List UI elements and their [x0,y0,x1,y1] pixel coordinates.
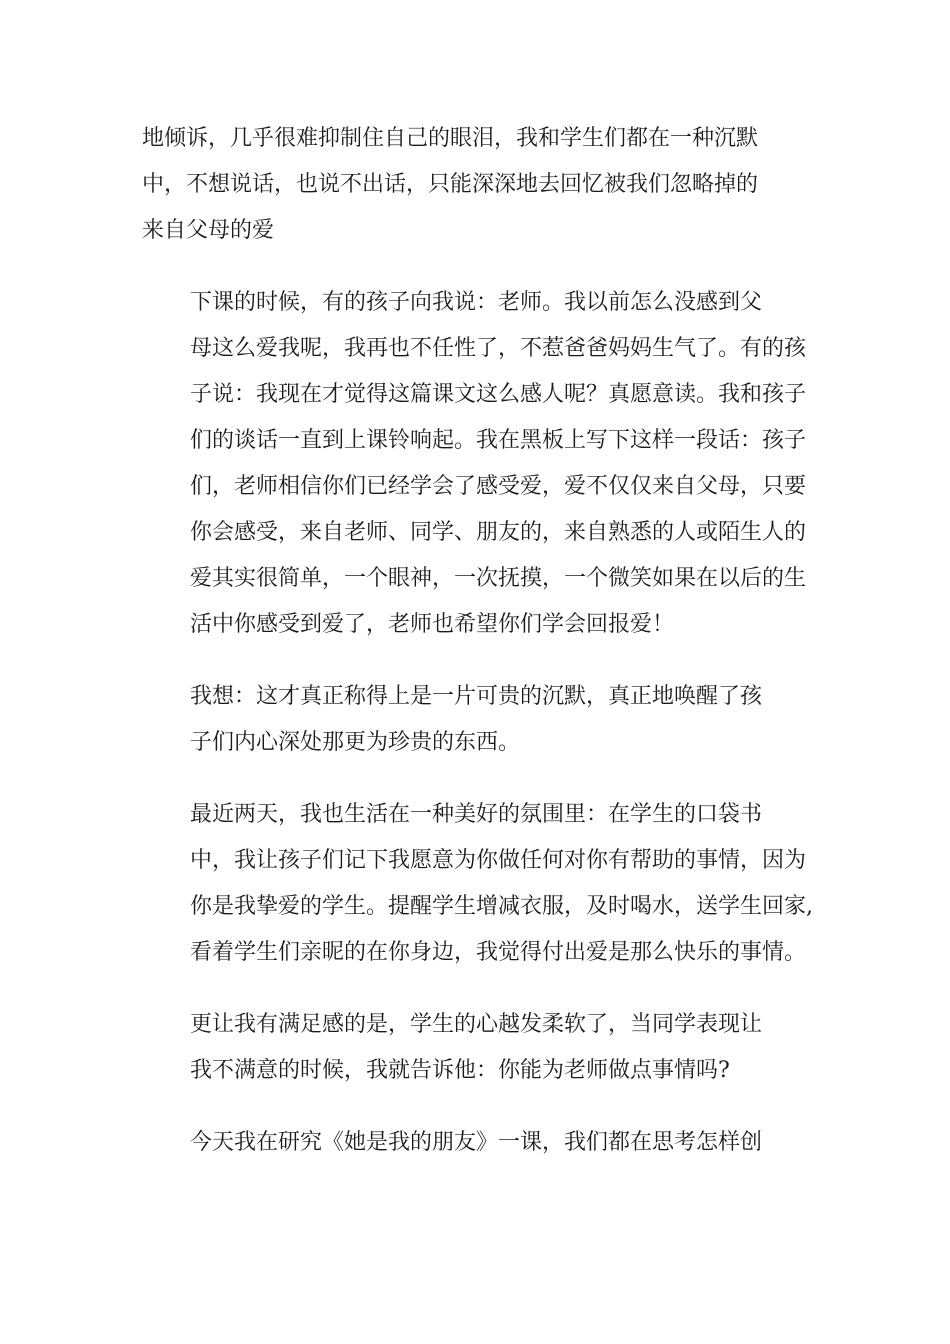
paragraph-line: 地倾诉，几乎很难抑制住自己的眼泪，我和学生们都在一种沉默 [142,126,759,151]
document-body [142,116,812,1192]
paragraph-line: 来自父母的爱 [142,218,275,243]
paragraph-line: 中，我让孩子们记下我愿意为你做任何对你有帮助的事情，因为 [190,848,807,873]
paragraph-line: 今天我在研究《她是我的朋友》一课，我们都在思考怎样创 [190,1130,763,1155]
paragraph-line: 我不满意的时候，我就告诉他：你能为老师做点事情吗? [190,1058,730,1083]
paragraph-line: 你会感受，来自老师、同学、朋友的，来自熟悉的人或陌生人的 [190,520,807,545]
paragraph-line: 子们内心深处那更为珍贵的东西。 [190,730,521,755]
paragraph-line: 们的谈话一直到上课铃响起。我在黑板上写下这样一段话：孩子 [190,428,807,453]
paragraph [142,674,812,766]
paragraph-line: 们，老师相信你们已经学会了感受爱，爱不仅仅来自父母，只要 [190,474,807,499]
paragraph-line: 活中你感受到爱了，老师也希望你们学会回报爱！ [190,612,675,637]
paragraph-line: 我想：这才真正称得上是一片可贵的沉默，真正地唤醒了孩 [190,684,763,709]
paragraph-line: 最近两天，我也生活在一种美好的氛围里：在学生的口袋书 [190,802,763,827]
paragraph [142,792,812,976]
paragraph [142,280,812,648]
paragraph-line: 子说：我现在才觉得这篇课文这么感人呢？真愿意读。我和孩子 [190,382,807,407]
paragraph-line: 更让我有满足感的是，学生的心越发柔软了，当同学表现让 [190,1012,763,1037]
paragraph-line: 母这么爱我呢，我再也不任性了，不惹爸爸妈妈生气了。有的孩 [190,336,807,361]
paragraph-line: 中，不想说话，也说不出话，只能深深地去回忆被我们忽略掉的 [142,172,759,197]
paragraph-line: 你是我挚爱的学生。提醒学生增减衣服，及时喝水，送学生回家, [190,894,813,919]
paragraph-line: 下课的时候，有的孩子向我说：老师。我以前怎么没感到父 [190,290,763,315]
paragraph-line: 爱其实很简单，一个眼神，一次抚摸，一个微笑如果在以后的生 [190,566,807,591]
paragraph-line: 看着学生们亲昵的在你身边，我觉得付出爱是那么快乐的事情。 [190,940,807,965]
paragraph [142,1120,812,1166]
paragraph [142,116,812,254]
paragraph [142,1002,812,1094]
